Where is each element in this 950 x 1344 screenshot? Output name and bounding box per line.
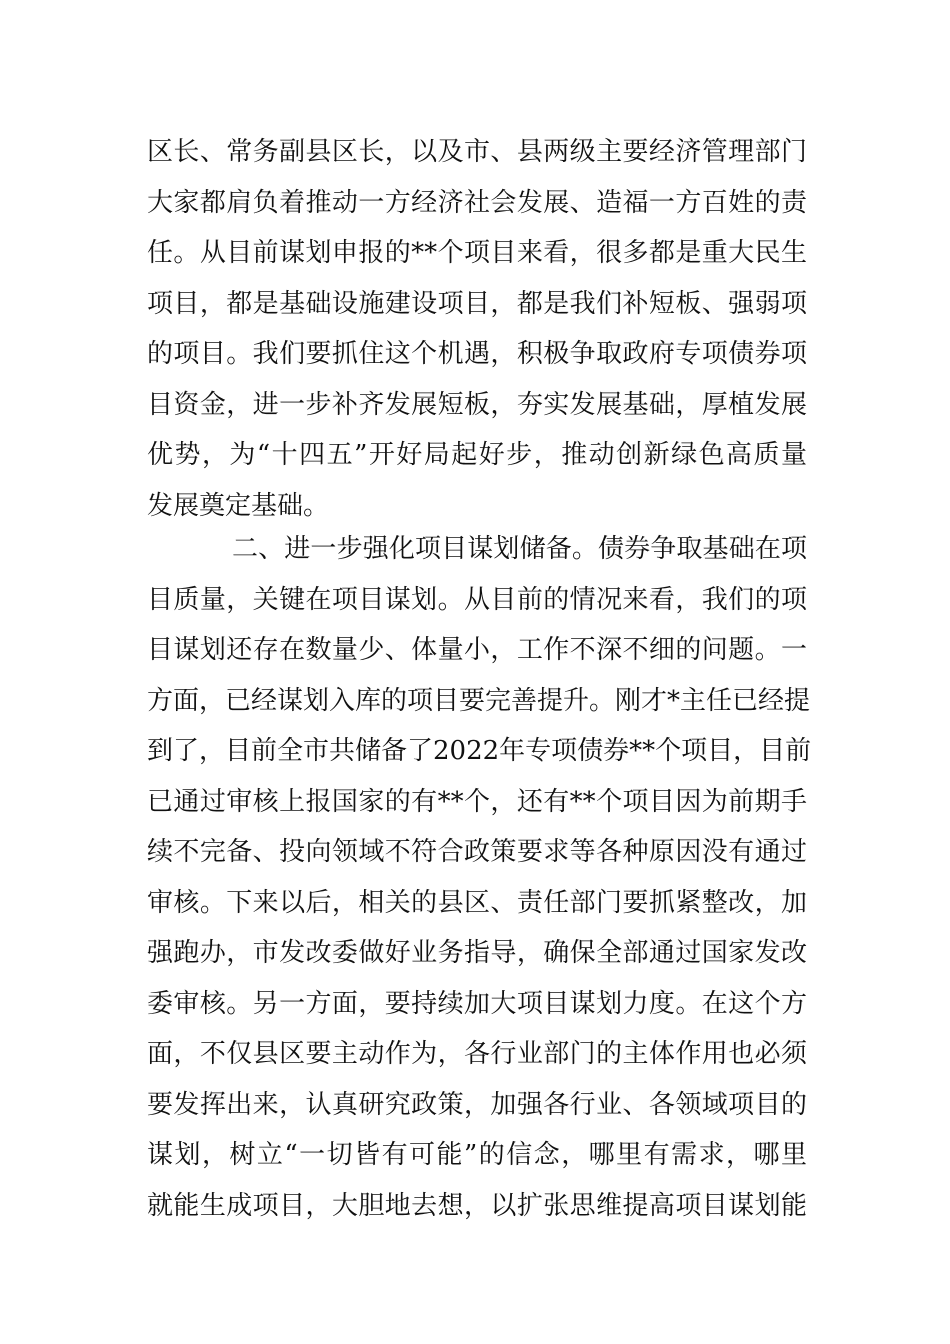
text-line: 大家都肩负着推动一方经济社会发展、造福一方百姓的责 — [147, 187, 807, 218]
text-line: 方面，已经谋划入库的项目要完善提升。刚才*主任已经提 — [147, 685, 811, 716]
paragraph-continuation — [147, 127, 807, 531]
text-line: 目谋划还存在数量少、体量小，工作不深不细的问题。一 — [147, 635, 807, 665]
text-line: 审核。下来以后，相关的县区、责任部门要抓紧整改，加 — [147, 887, 807, 918]
text-line: 任。从目前谋划申报的**个项目来看，很多都是重大民生 — [147, 238, 807, 268]
text-line: 谋划，树立“一切皆有可能”的信念，哪里有需求，哪里 — [147, 1140, 807, 1170]
text-line: 的项目。我们要抓住这个机遇，积极争取政府专项债券项 — [147, 339, 807, 369]
text-line: 续不完备、投向领域不符合政策要求等各种原因没有通过 — [147, 837, 807, 867]
section-heading-line: 二、进一步强化项目谋划储备。债券争取基础在项 — [232, 534, 807, 564]
text-line: 项目，都是基础设施建设项目，都是我们补短板、强弱项 — [147, 288, 807, 319]
text-line: 强跑办，市发改委做好业务指导，确保全部通过国家发改 — [147, 938, 807, 968]
text-line: 到了，目前全市共储备了2022年专项债券**个项目，目前 — [147, 736, 812, 766]
text-line: 已通过审核上报国家的有**个，还有**个项目因为前期手 — [147, 786, 807, 817]
text-line: 委审核。另一方面，要持续加大项目谋划力度。在这个方 — [147, 988, 807, 1019]
text-line: 优势，为“十四五”开好局起好步，推动创新绿色高质量 — [147, 440, 807, 470]
text-line: 面，不仅县区要主动作为，各行业部门的主体作用也必须 — [147, 1039, 807, 1069]
text-line: 目资金，进一步补齐发展短板，夯实发展基础，厚植发展 — [147, 389, 807, 420]
text-line: 就能生成项目，大胆地去想，以扩张思维提高项目谋划能 — [147, 1190, 807, 1221]
text-line: 要发挥出来，认真研究政策，加强各行业、各领域项目的 — [147, 1089, 807, 1120]
text-line: 目质量，关键在项目谋划。从目前的情况来看，我们的项 — [147, 584, 807, 615]
text-line: 区长、常务副县区长，以及市、县两级主要经济管理部门 — [147, 137, 807, 167]
text-line: 发展奠定基础。 — [147, 490, 330, 521]
paragraph-section-two — [147, 524, 812, 1231]
